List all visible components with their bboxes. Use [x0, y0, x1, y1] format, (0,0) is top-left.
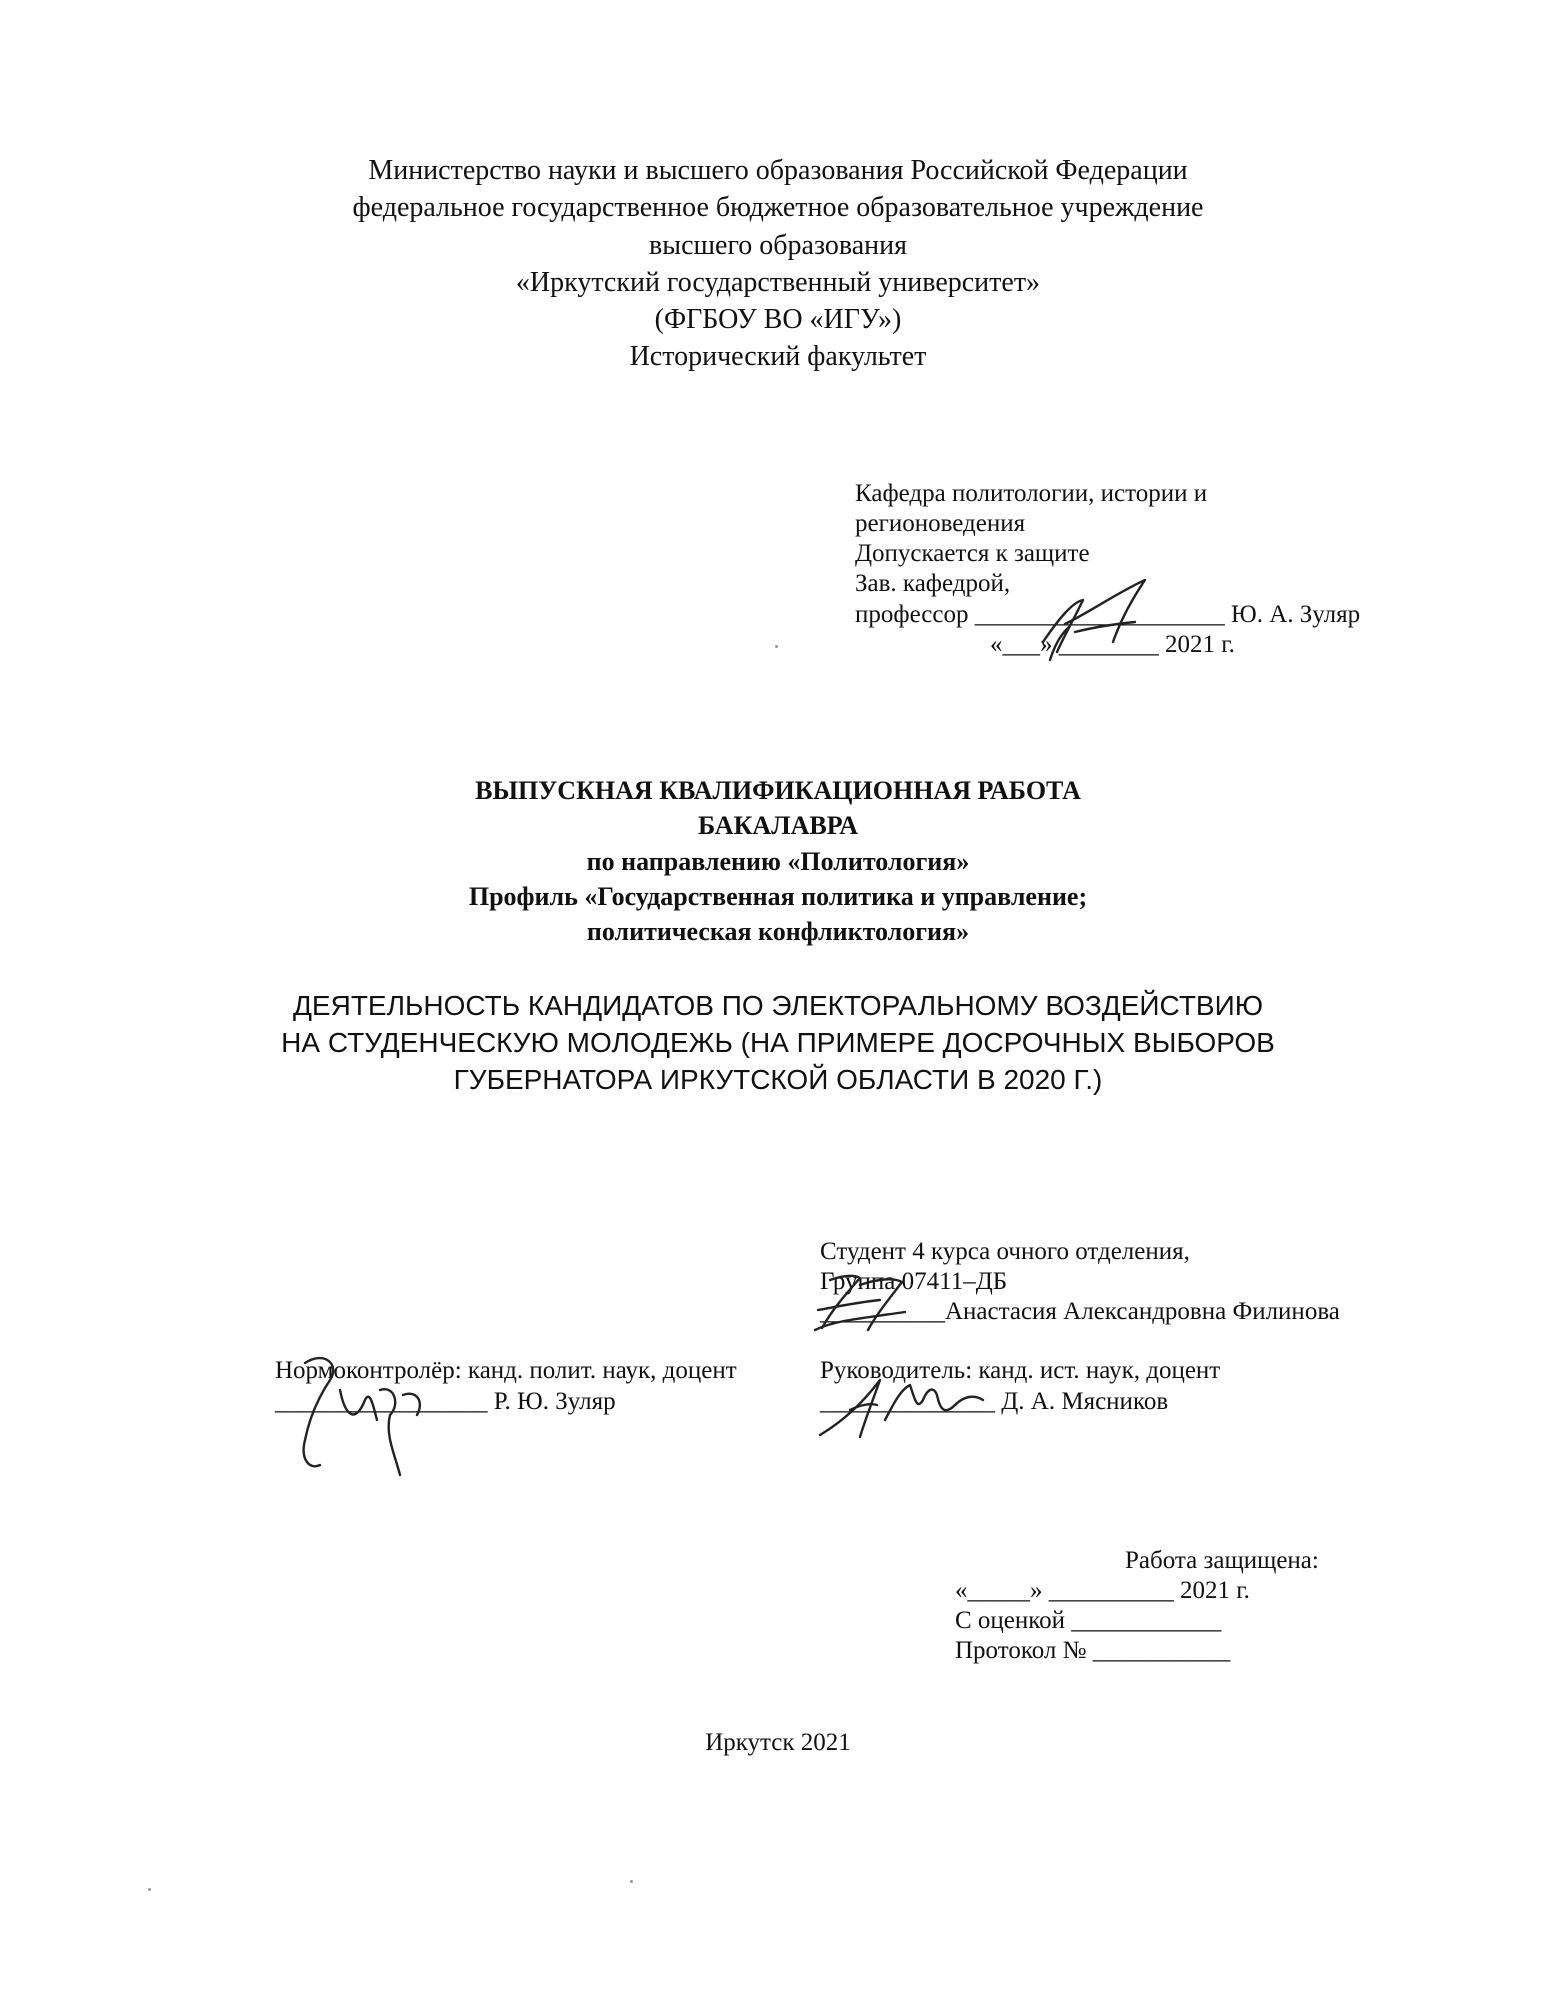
- ministry-line: Министерство науки и высшего образования Российской Федерации: [368, 155, 1188, 186]
- defense-date-line: «_____» __________ 2021 г.: [955, 1577, 1250, 1604]
- approval-date-line: «___» ________ 2021 г.: [990, 631, 1235, 658]
- city-year: Иркутск 2021: [705, 1729, 851, 1756]
- topic-line-2: НА СТУДЕНЧЕСКУЮ МОЛОДЕЖЬ (НА ПРИМЕРЕ ДОСРОЧНЫХ ВЫБОРОВ: [281, 1027, 1275, 1058]
- normcontroller-title: Нормоконтролёр: канд. полит. наук, доцент: [275, 1357, 737, 1384]
- direction-line: по направлению «Политология»: [586, 847, 970, 876]
- topic-line-1: ДЕЯТЕЛЬНОСТЬ КАНДИДАТОВ ПО ЭЛЕКТОРАЛЬНОМУ ВОЗДЕЙСТВИЮ: [292, 990, 1264, 1021]
- defense-status: Работа защищена:: [1125, 1547, 1319, 1574]
- professor-underline: ____________________: [974, 601, 1225, 628]
- education-level-line: высшего образования: [649, 230, 907, 261]
- work-type-line-2: БАКАЛАВРА: [697, 811, 859, 840]
- supervisor-signature-line: ______________ Д. А. Мясников: [820, 1388, 1169, 1415]
- scan-speck: [630, 1880, 633, 1883]
- faculty-name: Исторический факультет: [629, 341, 927, 372]
- student-group: Группа 07411–ДБ: [820, 1268, 1008, 1295]
- supervisor-title: Руководитель: канд. ист. наук, доцент: [820, 1357, 1221, 1384]
- admitted-to-defense: Допускается к защите: [855, 540, 1090, 567]
- university-name: «Иркутский государственный университет»: [515, 267, 1041, 298]
- institution-type-line: федеральное государственное бюджетное образовательное учреждение: [352, 192, 1204, 223]
- student-course: Студент 4 курса очного отделения,: [820, 1238, 1190, 1265]
- profile-line-1: Профиль «Государственная политика и управление;: [468, 882, 1088, 911]
- work-type-line-1: ВЫПУСКНАЯ КВАЛИФИКАЦИОННАЯ РАБОТА: [475, 776, 1081, 805]
- department-line-2: регионоведения: [855, 510, 1026, 537]
- student-signature-line: __________Анастасия Александровна Филинова: [820, 1298, 1340, 1325]
- department-line-1: Кафедра политологии, истории и: [855, 480, 1208, 507]
- defense-protocol-line: Протокол № ___________: [955, 1637, 1231, 1664]
- defense-grade-line: С оценкой ____________: [955, 1607, 1222, 1634]
- normcontroller-signature-line: _________________ Р. Ю. Зуляр: [275, 1388, 616, 1415]
- topic-line-3: ГУБЕРНАТОРА ИРКУТСКОЙ ОБЛАСТИ В 2020 Г.): [453, 1064, 1103, 1095]
- university-abbreviation: (ФГБОУ ВО «ИГУ»): [654, 304, 902, 335]
- professor-name: Ю. А. Зуляр: [1231, 601, 1361, 628]
- head-of-department-title: Зав. кафедрой,: [855, 570, 1011, 597]
- profile-line-2: политическая конфликтология»: [586, 917, 970, 946]
- scan-speck: [775, 645, 778, 648]
- professor-signature-line: [855, 599, 1360, 630]
- professor-prefix: профессор: [855, 601, 969, 628]
- scan-speck: [148, 1888, 151, 1891]
